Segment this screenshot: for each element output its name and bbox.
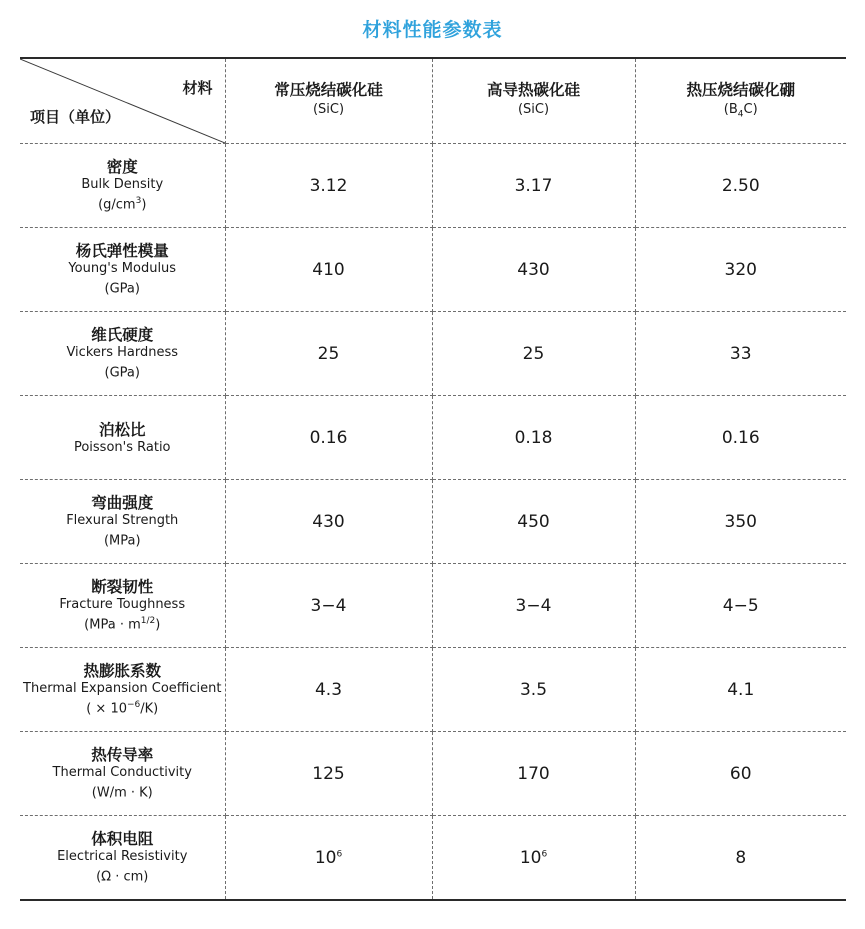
material-formula: $(B_4C)$ bbox=[723, 101, 758, 120]
property-name-en: Poisson's Ratio bbox=[73, 439, 171, 455]
property-unit: $(MPa \cdot m^{1/2})$ bbox=[84, 616, 161, 633]
value-cell: 3.17 bbox=[432, 144, 635, 228]
value-cell: 2.50 bbox=[635, 144, 846, 228]
material-formula: (SiC) bbox=[312, 101, 345, 117]
property-name-en: Flexural Strength bbox=[66, 513, 179, 529]
property-unit: (Ω · cm) bbox=[96, 869, 149, 885]
property-name-cn: 体积电阻 bbox=[91, 830, 154, 849]
property-name-cn: 断裂韧性 bbox=[91, 578, 154, 597]
value-cell: 3.12 bbox=[225, 144, 432, 228]
material-name: 常压烧结碳化硅 bbox=[274, 80, 383, 99]
value-cell: 3.5 bbox=[432, 648, 635, 732]
value-cell: 4.3 bbox=[225, 648, 432, 732]
property-label-cell bbox=[20, 144, 225, 228]
property-name-en: Bulk Density bbox=[81, 177, 164, 193]
property-name-cn: 维氏硬度 bbox=[91, 326, 154, 345]
property-label-cell bbox=[20, 564, 225, 648]
value-cell: $10^6$ bbox=[432, 816, 635, 901]
table-row bbox=[20, 564, 846, 648]
material-name: 高导热碳化硅 bbox=[486, 80, 580, 99]
value-cell: 3−4 bbox=[432, 564, 635, 648]
value-cell: 430 bbox=[432, 228, 635, 312]
header-corner-cell bbox=[20, 58, 225, 144]
value-cell: 33 bbox=[635, 312, 846, 396]
property-name-cn: 热膨胀系数 bbox=[83, 662, 161, 681]
property-name-cn: 热传导率 bbox=[91, 746, 154, 765]
value-cell: $10^6$ bbox=[225, 816, 432, 901]
property-label-cell bbox=[20, 228, 225, 312]
table-row bbox=[20, 816, 846, 901]
value-cell: 4.1 bbox=[635, 648, 846, 732]
table-row bbox=[20, 648, 846, 732]
property-unit: (GPa) bbox=[104, 281, 140, 297]
material-formula: (SiC) bbox=[517, 101, 550, 117]
property-label-cell bbox=[20, 312, 225, 396]
value-cell: 430 bbox=[225, 480, 432, 564]
value-cell: 25 bbox=[432, 312, 635, 396]
property-unit: (GPa) bbox=[104, 365, 140, 381]
property-label-cell bbox=[20, 480, 225, 564]
value-cell: 0.18 bbox=[432, 396, 635, 480]
property-unit: (W/m · K) bbox=[91, 785, 153, 801]
value-cell: 125 bbox=[225, 732, 432, 816]
material-header bbox=[432, 58, 635, 144]
property-label-cell bbox=[20, 732, 225, 816]
property-name-cn: 杨氏弹性模量 bbox=[75, 242, 169, 261]
property-name-cn: 密度 bbox=[106, 158, 138, 177]
property-name-en: Fracture Toughness bbox=[59, 597, 186, 613]
table-row bbox=[20, 144, 846, 228]
value-cell: 450 bbox=[432, 480, 635, 564]
material-name: 热压烧结碳化硼 bbox=[686, 80, 795, 99]
property-name-en: Electrical Resistivity bbox=[57, 849, 188, 865]
corner-material-label: 材料 bbox=[182, 79, 213, 97]
table-row bbox=[20, 396, 846, 480]
value-cell: 410 bbox=[225, 228, 432, 312]
property-label-cell bbox=[20, 648, 225, 732]
value-cell: 60 bbox=[635, 732, 846, 816]
value-cell: 170 bbox=[432, 732, 635, 816]
table-row bbox=[20, 480, 846, 564]
value-cell: 0.16 bbox=[225, 396, 432, 480]
property-label-cell bbox=[20, 816, 225, 901]
property-unit: (MPa) bbox=[103, 533, 141, 549]
page-title: 材料性能参数表 bbox=[362, 19, 503, 41]
corner-item-unit-label: 项目（单位） bbox=[30, 108, 121, 126]
value-cell: 3−4 bbox=[225, 564, 432, 648]
table-row bbox=[20, 228, 846, 312]
property-name-en: Young's Modulus bbox=[68, 261, 177, 277]
value-cell: 0.16 bbox=[635, 396, 846, 480]
value-cell: 350 bbox=[635, 480, 846, 564]
property-name-en: Thermal Expansion Coefficient bbox=[23, 681, 222, 697]
property-unit: $(g/cm^3)$ bbox=[98, 196, 147, 213]
property-name-en: Thermal Conductivity bbox=[52, 765, 192, 781]
property-label-cell bbox=[20, 396, 225, 480]
diagonal-divider bbox=[20, 59, 225, 143]
property-unit: ( × $10^{-6}/K$) bbox=[86, 700, 159, 717]
property-name-cn: 泊松比 bbox=[98, 420, 146, 439]
property-name-cn: 弯曲强度 bbox=[91, 494, 154, 513]
value-cell: 320 bbox=[635, 228, 846, 312]
property-name-en: Vickers Hardness bbox=[66, 345, 179, 361]
material-header bbox=[635, 58, 846, 144]
table-row bbox=[20, 732, 846, 816]
material-header bbox=[225, 58, 432, 144]
properties-table bbox=[20, 57, 846, 901]
table-header-row bbox=[20, 58, 846, 144]
value-cell: 8 bbox=[635, 816, 846, 901]
value-cell: 4−5 bbox=[635, 564, 846, 648]
value-cell: 25 bbox=[225, 312, 432, 396]
table-row bbox=[20, 312, 846, 396]
